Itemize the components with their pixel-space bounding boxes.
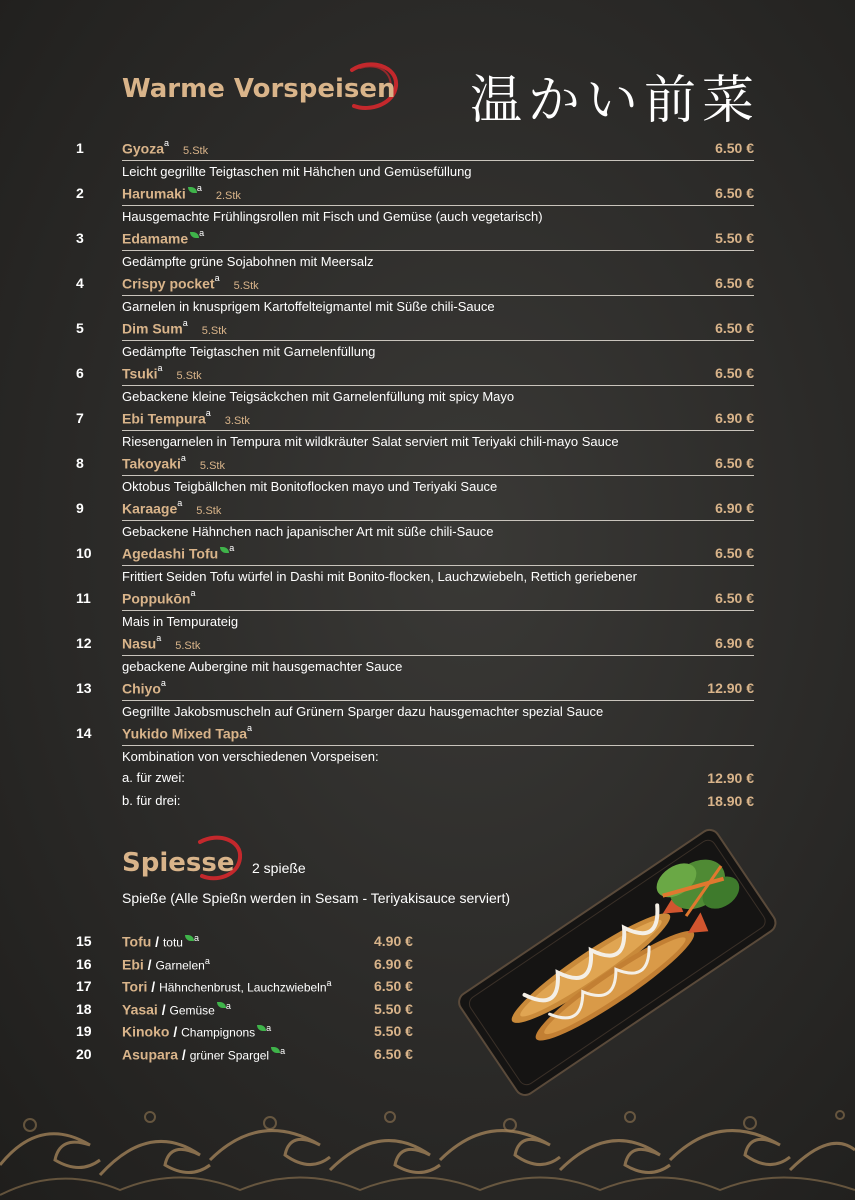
item-divider (122, 700, 754, 701)
item-quantity: 3.Stk (224, 414, 250, 427)
item-number: 5 (76, 320, 84, 336)
section-title-japanese: 温かい前菜 (470, 71, 761, 131)
allergen-mark: a (182, 318, 188, 328)
item-name-text: Poppukōn (122, 590, 191, 607)
section-title: Warme Vorspeisen (122, 74, 396, 104)
item-subtitle: Hähnchenbrust, Lauchzwiebeln (159, 980, 327, 995)
allergen-mark: a (164, 138, 170, 148)
allergen-mark: a (280, 1045, 286, 1056)
item-divider (122, 205, 754, 206)
vegetarian-leaf-icon (271, 1047, 280, 1053)
item-name (122, 1046, 285, 1063)
item-number: 2 (76, 185, 84, 201)
allergen-mark: a (177, 498, 183, 508)
item-name-text: Gyoza (122, 140, 165, 157)
item-price: 6.50 € (374, 978, 413, 994)
allergen-mark: a (193, 933, 199, 943)
item-number: 11 (76, 590, 91, 606)
item-quantity: 5.Stk (176, 369, 202, 382)
item-price: 12.90 € (707, 680, 754, 696)
allergen-mark: a (190, 588, 196, 598)
item-price: 5.50 € (374, 1000, 413, 1017)
item-name-text: Tori (122, 978, 148, 995)
item-number: 3 (76, 230, 84, 246)
item-name (122, 956, 210, 973)
vegetarian-leaf-icon (257, 1025, 266, 1031)
item-description: Gedämpfte grüne Sojabohnen mit Meersalz (122, 254, 374, 269)
allergen-mark: a (160, 678, 166, 688)
item-name (122, 185, 241, 202)
item-divider (122, 160, 754, 161)
item-price: 6.90 € (374, 955, 413, 972)
item-price: 6.50 € (715, 365, 754, 381)
item-quantity: 5.Stk (183, 144, 209, 157)
allergen-mark: a (326, 978, 332, 988)
separator-slash: / (178, 1046, 190, 1063)
allergen-mark: a (180, 453, 186, 463)
menu-item (0, 635, 855, 680)
item-subtitle: Gemüse (169, 1003, 215, 1018)
allergen-mark: a (157, 363, 163, 373)
item-price: 6.50 € (715, 320, 754, 336)
menu-item (0, 230, 855, 275)
item-name-text: Asupara (122, 1046, 179, 1063)
item-price: 5.50 € (374, 1023, 413, 1039)
menu-item (0, 455, 855, 500)
item-name (122, 320, 227, 337)
allergen-mark: a (196, 183, 202, 193)
item-name (122, 1001, 231, 1018)
allergen-mark: a (199, 228, 205, 238)
item-description: Riesengarnelen in Tempura mit wildkräuter Salat serviert mit Teriyaki chili-mayo Sauce (122, 434, 619, 449)
item-name-text: Agedashi Tofu (122, 545, 219, 562)
item-name-text: Dim Sum (122, 320, 183, 337)
item-name (122, 500, 221, 517)
item-number: 20 (76, 1045, 92, 1062)
item-quantity: 5.Stk (199, 459, 225, 472)
item-description: Gebackene Hähnchen nach japanischer Art mit süße chili-Sauce (122, 524, 494, 539)
item-description: Mais in Tempurateig (122, 614, 239, 629)
item-name (122, 365, 202, 382)
spiess-item (0, 1046, 460, 1068)
item-number: 15 (76, 933, 92, 949)
mixed-option-price: 12.90 € (707, 770, 754, 786)
separator-slash: / (169, 1023, 182, 1040)
item-name (122, 590, 195, 607)
item-number: 8 (76, 455, 84, 471)
item-name (122, 680, 166, 697)
spiesse-title: Spiesse (122, 848, 235, 878)
item-number: 13 (76, 680, 92, 696)
item-name (122, 725, 252, 742)
item-divider (122, 745, 754, 746)
item-description: Gebackene kleine Teigsäckchen mit Garnelenfüllung mit spicy Mayo (122, 389, 515, 404)
item-subtitle: Garnelen (155, 958, 205, 973)
allergen-mark: a (214, 273, 220, 283)
item-description: Frittiert Seiden Tofu würfel in Dashi mit Bonito-flocken, Lauchzwiebeln, Rettich geriebener (122, 569, 637, 584)
menu-item (0, 320, 855, 365)
item-divider (122, 610, 754, 611)
item-price: 6.90 € (715, 410, 754, 426)
item-name (122, 933, 199, 950)
item-name-text: Edamame (122, 230, 189, 247)
spiesse-note: Spieße (Alle Spießn werden in Sesam - Teriyakisauce serviert) (122, 890, 511, 906)
item-description: Gegrillte Jakobsmuscheln auf Grünern Sparger dazu hausgemachter spezial Sauce (122, 704, 604, 719)
menu-item (0, 185, 855, 230)
item-name-text: Yukido Mixed Tapa (122, 725, 247, 742)
wave-pattern (0, 1105, 855, 1200)
mixed-option (0, 770, 855, 790)
item-price: 6.50 € (715, 590, 754, 606)
item-price: 6.50 € (715, 455, 754, 471)
item-number: 16 (76, 955, 92, 972)
allergen-mark: a (225, 1000, 231, 1011)
item-price: 6.90 € (715, 635, 754, 651)
food-photo (440, 815, 785, 1105)
menu-item (0, 725, 855, 770)
item-description: Kombination von verschiedenen Vorspeisen: (122, 749, 379, 764)
spiess-item (0, 956, 460, 978)
item-divider (122, 295, 754, 296)
item-name-text: Kinoko (122, 1023, 170, 1040)
menu-item (0, 545, 855, 590)
item-name-text: Ebi Tempura (122, 410, 206, 427)
item-price: 6.50 € (374, 1045, 413, 1062)
spiess-item (0, 1023, 460, 1045)
allergen-mark: a (229, 543, 235, 553)
item-name-text: Ebi (122, 956, 144, 973)
item-price: 6.50 € (715, 185, 754, 201)
allergen-mark: a (266, 1023, 272, 1033)
item-number: 17 (76, 978, 92, 994)
vegetarian-leaf-icon (188, 187, 197, 193)
item-name (122, 410, 250, 427)
allergen-mark: a (205, 408, 211, 418)
item-name (122, 230, 204, 247)
mixed-option-label: b. für drei: (122, 793, 181, 808)
item-quantity: 5.Stk (201, 324, 227, 337)
mixed-option-label: a. für zwei: (122, 770, 185, 785)
item-price: 6.50 € (715, 140, 754, 156)
item-name-text: Karaage (122, 500, 178, 517)
item-divider (122, 565, 754, 566)
allergen-mark: a (247, 723, 253, 733)
item-name (122, 635, 200, 652)
item-quantity: 5.Stk (233, 279, 259, 292)
item-price: 6.90 € (715, 500, 754, 516)
item-number: 9 (76, 500, 84, 516)
item-divider (122, 340, 754, 341)
item-number: 18 (76, 1000, 92, 1017)
item-name (122, 455, 225, 472)
item-divider (122, 655, 754, 656)
item-quantity: 5.Stk (175, 639, 201, 652)
item-name-text: Tsuki (122, 365, 158, 382)
vegetarian-leaf-icon (185, 935, 194, 941)
separator-slash: / (151, 933, 163, 950)
item-name-text: Chiyo (122, 680, 161, 697)
separator-slash: / (157, 1001, 170, 1018)
item-number: 7 (76, 410, 84, 426)
item-number: 10 (76, 545, 92, 561)
item-number: 12 (76, 635, 92, 651)
item-description: gebackene Aubergine mit hausgemachter Sauce (122, 659, 403, 674)
item-name-text: Tofu (122, 933, 152, 950)
separator-slash: / (147, 978, 160, 995)
mixed-option-price: 18.90 € (707, 793, 754, 809)
spiess-item (0, 1001, 460, 1023)
vegetarian-leaf-icon (217, 1002, 226, 1008)
item-quantity: 5.Stk (196, 504, 222, 517)
menu-item (0, 500, 855, 545)
menu-item (0, 680, 855, 725)
item-subtitle: Champignons (181, 1025, 256, 1040)
item-description: Oktobus Teigbällchen mit Bonitoflocken mayo und Teriyaki Sauce (122, 479, 498, 494)
item-divider (122, 385, 754, 386)
menu-item (0, 590, 855, 635)
menu-item (0, 410, 855, 455)
item-name-text: Nasu (122, 635, 157, 652)
item-number: 1 (76, 140, 84, 156)
item-name (122, 545, 234, 562)
spiess-item (0, 933, 460, 955)
item-price: 6.50 € (715, 545, 754, 561)
item-number: 4 (76, 275, 84, 291)
item-subtitle: grüner Spargel (189, 1048, 270, 1063)
item-name-text: Crispy pocket (122, 275, 215, 292)
item-price: 4.90 € (374, 933, 413, 949)
item-number: 6 (76, 365, 84, 381)
item-name (122, 140, 208, 157)
item-description: Gedämpfte Teigtaschen mit Garnelenfüllung (122, 344, 376, 359)
item-name-text: Harumaki (122, 185, 186, 202)
item-quantity: 2.Stk (215, 189, 241, 202)
item-number: 19 (76, 1023, 92, 1039)
menu-item (0, 275, 855, 320)
item-description: Leicht gegrillte Teigtaschen mit Hähchen und Gemüsefüllung (122, 164, 472, 179)
vegetarian-leaf-icon (190, 232, 199, 238)
vegetarian-leaf-icon (220, 547, 229, 553)
item-price: 5.50 € (715, 230, 754, 246)
item-name-text: Yasai (122, 1001, 158, 1018)
item-subtitle: totu (162, 935, 183, 950)
allergen-mark: a (156, 633, 162, 643)
menu-item (0, 140, 855, 185)
item-name (122, 1023, 271, 1040)
allergen-mark: a (204, 955, 210, 966)
item-divider (122, 250, 754, 251)
item-divider (122, 475, 754, 476)
item-divider (122, 520, 754, 521)
item-divider (122, 430, 754, 431)
item-name (122, 275, 259, 292)
item-description: Hausgemachte Frühlingsrollen mit Fisch und Gemüse (auch vegetarisch) (122, 209, 543, 224)
mixed-option (0, 793, 855, 813)
item-description: Garnelen in knusprigem Kartoffelteigmantel mit Süße chili-Sauce (122, 299, 495, 314)
separator-slash: / (143, 956, 156, 973)
item-number: 14 (76, 725, 92, 741)
item-name (122, 978, 332, 995)
menu-item (0, 365, 855, 410)
spiesse-count: 2 spieße (252, 860, 306, 876)
item-price: 6.50 € (715, 275, 754, 291)
item-name-text: Takoyaki (122, 455, 181, 472)
spiess-item (0, 978, 460, 1000)
